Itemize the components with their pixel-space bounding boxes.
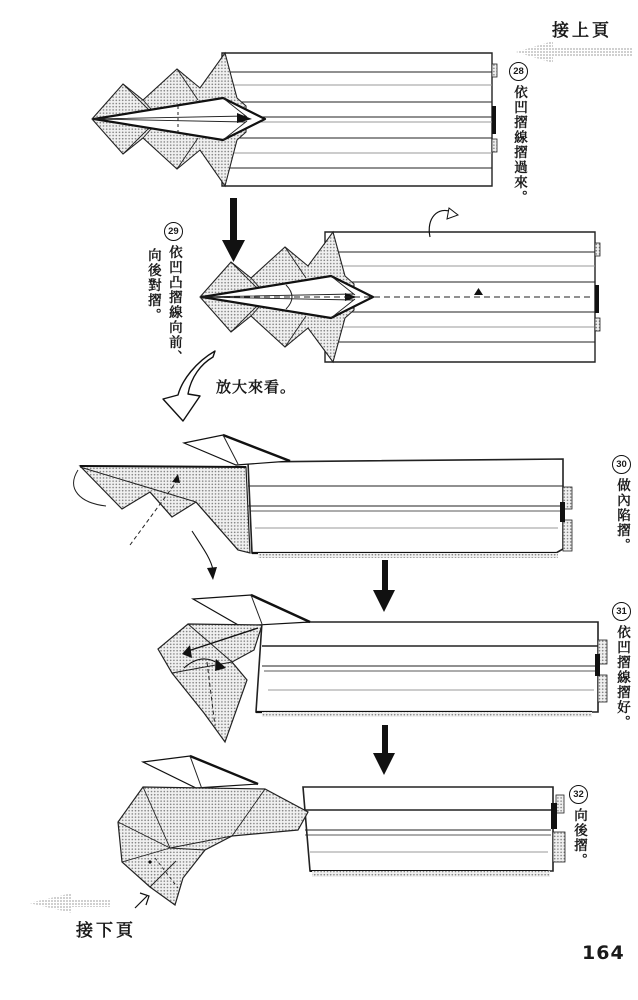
step-30-text: 做內陷摺。 [614,478,630,553]
step-29-caption [144,222,183,365]
step-29-number: 29 [164,222,183,241]
figure-step-32 [118,756,565,908]
step-32-caption [569,785,588,868]
next-page-label: 接下頁 [76,921,136,940]
step-28-text: 依凹摺線摺過來。 [511,85,527,205]
step-31-number: 31 [612,602,631,621]
down-arrow-1 [222,198,245,262]
down-arrow-2 [373,560,395,612]
prev-page-label: 接上頁 [552,21,612,40]
head-32 [118,787,308,905]
prev-page-arrow-icon [516,41,632,63]
fold-direction-arrow [192,531,213,570]
step-29-text-line2: 向後對摺。 [145,248,161,323]
zoom-note: 放大來看。 [216,379,297,396]
step-32-text: 向後摺。 [571,808,587,868]
figure-step-31 [158,595,607,742]
step-28-caption [509,62,528,205]
figure-step-29 [200,208,600,362]
step-32-number: 32 [569,785,588,804]
crest-fin-31 [193,595,310,626]
step-29-text-line1: 依凹凸摺線向前、 [166,245,182,365]
step-31-caption [612,602,631,730]
next-page-arrow-icon [29,893,110,913]
figure-step-30 [74,435,572,580]
behind-fold-arrow [135,896,147,908]
step-28-number: 28 [509,62,528,81]
down-arrow-3 [373,725,395,775]
step-30-number: 30 [612,455,631,474]
page-number: 164 [582,942,625,964]
figure-step-28 [92,53,497,186]
step-30-caption [612,455,631,553]
step-31-text: 依凹摺線摺好。 [614,625,630,730]
